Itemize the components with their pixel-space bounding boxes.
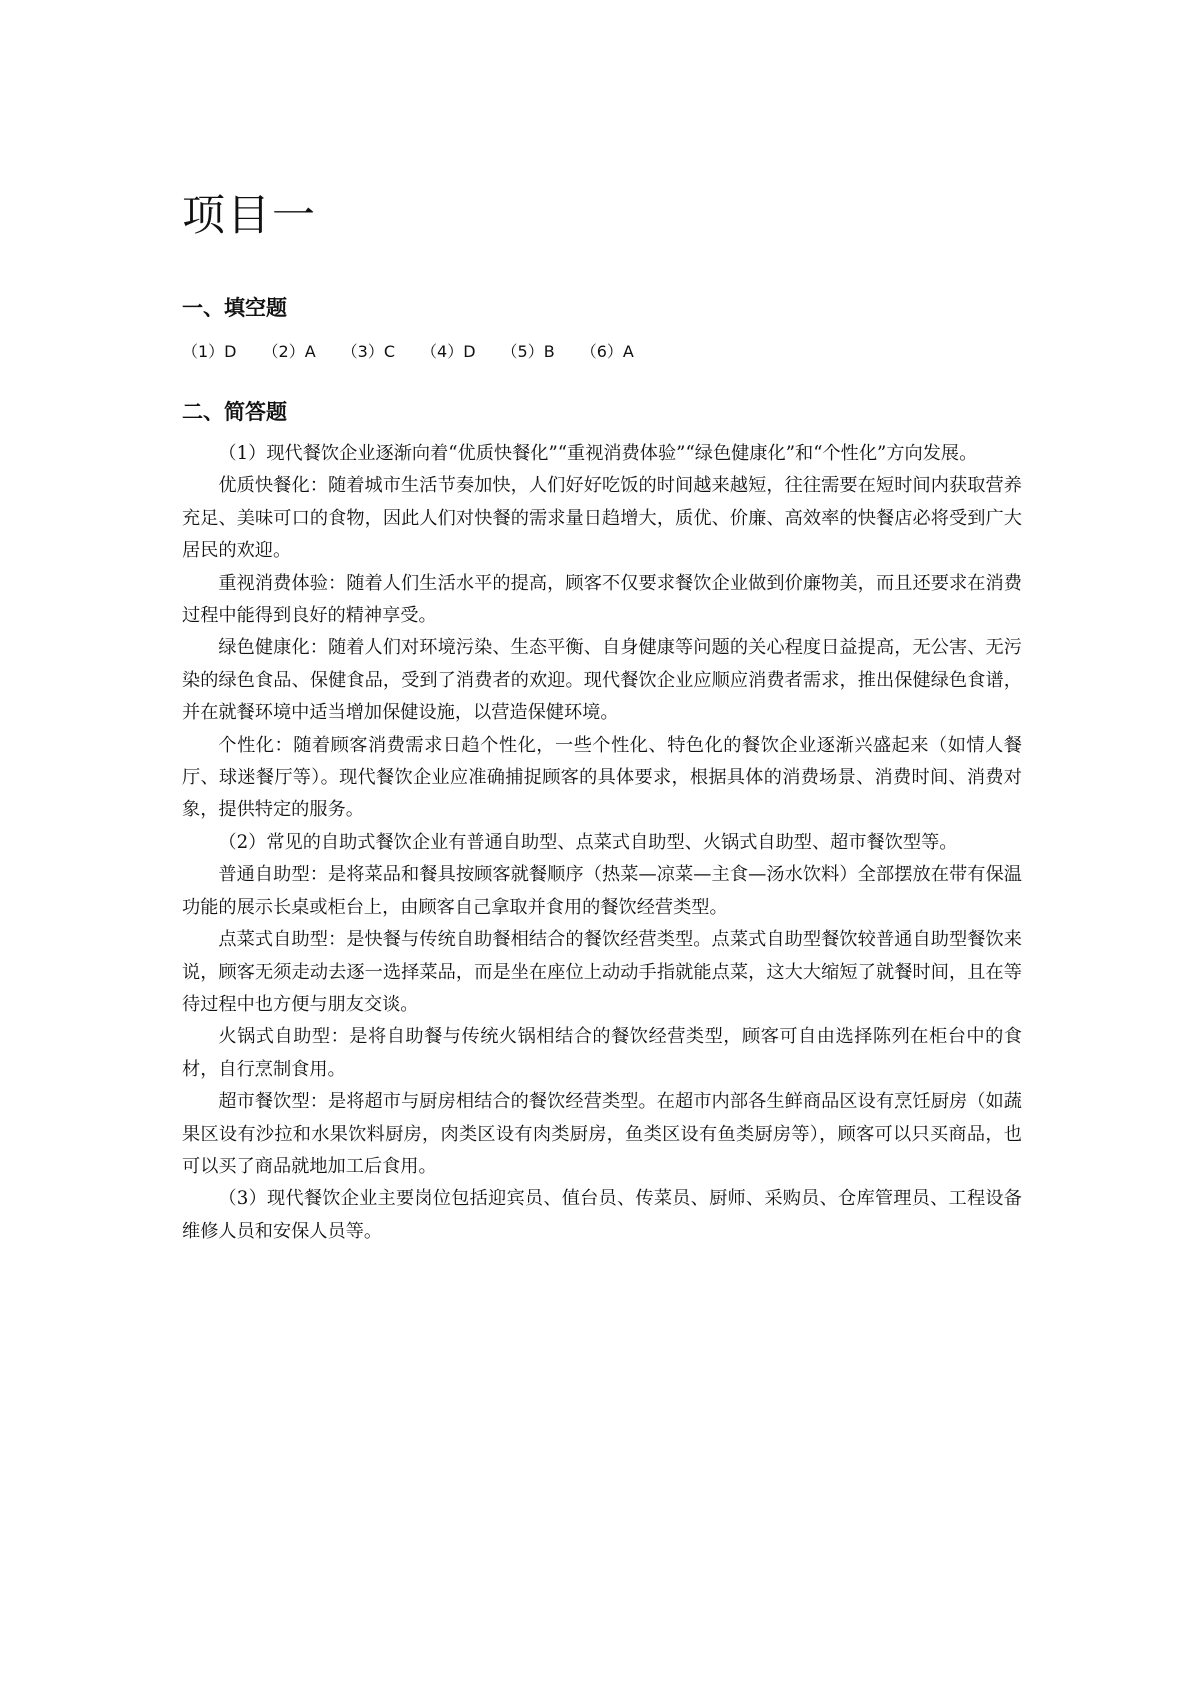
paragraph: 绿色健康化：随着人们对环境污染、生态平衡、自身健康等问题的关心程度日益提高，无公害、无污染的绿色食品、保健食品，受到了消费者的欢迎。现代餐饮企业应顺应消费者需求，推出保健绿色食谱，并在就餐环境中适当增加保健设施，以营造保健环境。 xyxy=(182,637,1022,724)
answer-item: （6）A xyxy=(580,342,634,361)
answer-item: （4）D xyxy=(421,342,476,361)
paragraph: 超市餐饮型：是将超市与厨房相结合的餐饮经营类型。在超市内部各生鲜商品区设有烹饪厨房（如蔬果区设有沙拉和水果饮料厨房，肉类区设有肉类厨房，鱼类区设有鱼类厨房等），顾客可以只买商品，也可以买了商品就地加工后食用。 xyxy=(182,1091,1022,1177)
page-title: 项目一 xyxy=(182,191,317,241)
section-heading-short-answer: 二、简答题 xyxy=(182,400,287,424)
paragraph: 优质快餐化：随着城市生活节奏加快，人们好好吃饭的时间越来越短，往往需要在短时间内获取营养充足、美味可口的食物，因此人们对快餐的需求量日趋增大，质优、价廉、高效率的快餐店必将受到广大居民的欢迎。 xyxy=(182,475,1022,562)
paragraph: 个性化：随着顾客消费需求日趋个性化，一些个性化、特色化的餐饮企业逐渐兴盛起来（如情人餐厅、球迷餐厅等）。现代餐饮企业应准确捕捉顾客的具体要求，根据具体的消费场景、消费时间、消费对象，提供特定的服务。 xyxy=(182,734,1022,821)
paragraph: （1）现代餐饮企业逐渐向着“优质快餐化”“重视消费体验”“绿色健康化”和“个性化”方向发展。 xyxy=(218,443,978,464)
answer-item: （3）C xyxy=(341,342,396,361)
short-answer-body xyxy=(182,438,1022,1248)
section-heading-fill-in: 一、填空题 xyxy=(182,296,287,320)
answer-list xyxy=(182,339,660,365)
answer-item: （5）B xyxy=(501,342,555,361)
answer-item: （2）A xyxy=(262,342,316,361)
answer-item: （1）D xyxy=(182,342,237,361)
paragraph: （2）常见的自助式餐饮企业有普通自助型、点菜式自助型、火锅式自助型、超市餐饮型等。 xyxy=(218,831,958,853)
paragraph: 火锅式自助型：是将自助餐与传统火锅相结合的餐饮经营类型，顾客可自由选择陈列在柜台中的食材，自行烹制食用。 xyxy=(182,1026,1022,1080)
paragraph: 点菜式自助型：是快餐与传统自助餐相结合的餐饮经营类型。点菜式自助型餐饮较普通自助型餐饮来说，顾客无须走动去逐一选择菜品，而是坐在座位上动动手指就能点菜，这大大缩短了就餐时间，且在等待过程中也方便与朋友交谈。 xyxy=(182,929,1022,1015)
paragraph: （3）现代餐饮企业主要岗位包括迎宾员、值台员、传菜员、厨师、采购员、仓库管理员、工程设备维修人员和安保人员等。 xyxy=(182,1188,1022,1242)
paragraph: 普通自助型：是将菜品和餐具按顾客就餐顺序（热菜—凉菜—主食—汤水饮料）全部摆放在带有保温功能的展示长桌或柜台上，由顾客自己拿取并食用的餐饮经营类型。 xyxy=(182,864,1022,918)
paragraph: 重视消费体验：随着人们生活水平的提高，顾客不仅要求餐饮企业做到价廉物美，而且还要求在消费过程中能得到良好的精神享受。 xyxy=(182,572,1022,627)
